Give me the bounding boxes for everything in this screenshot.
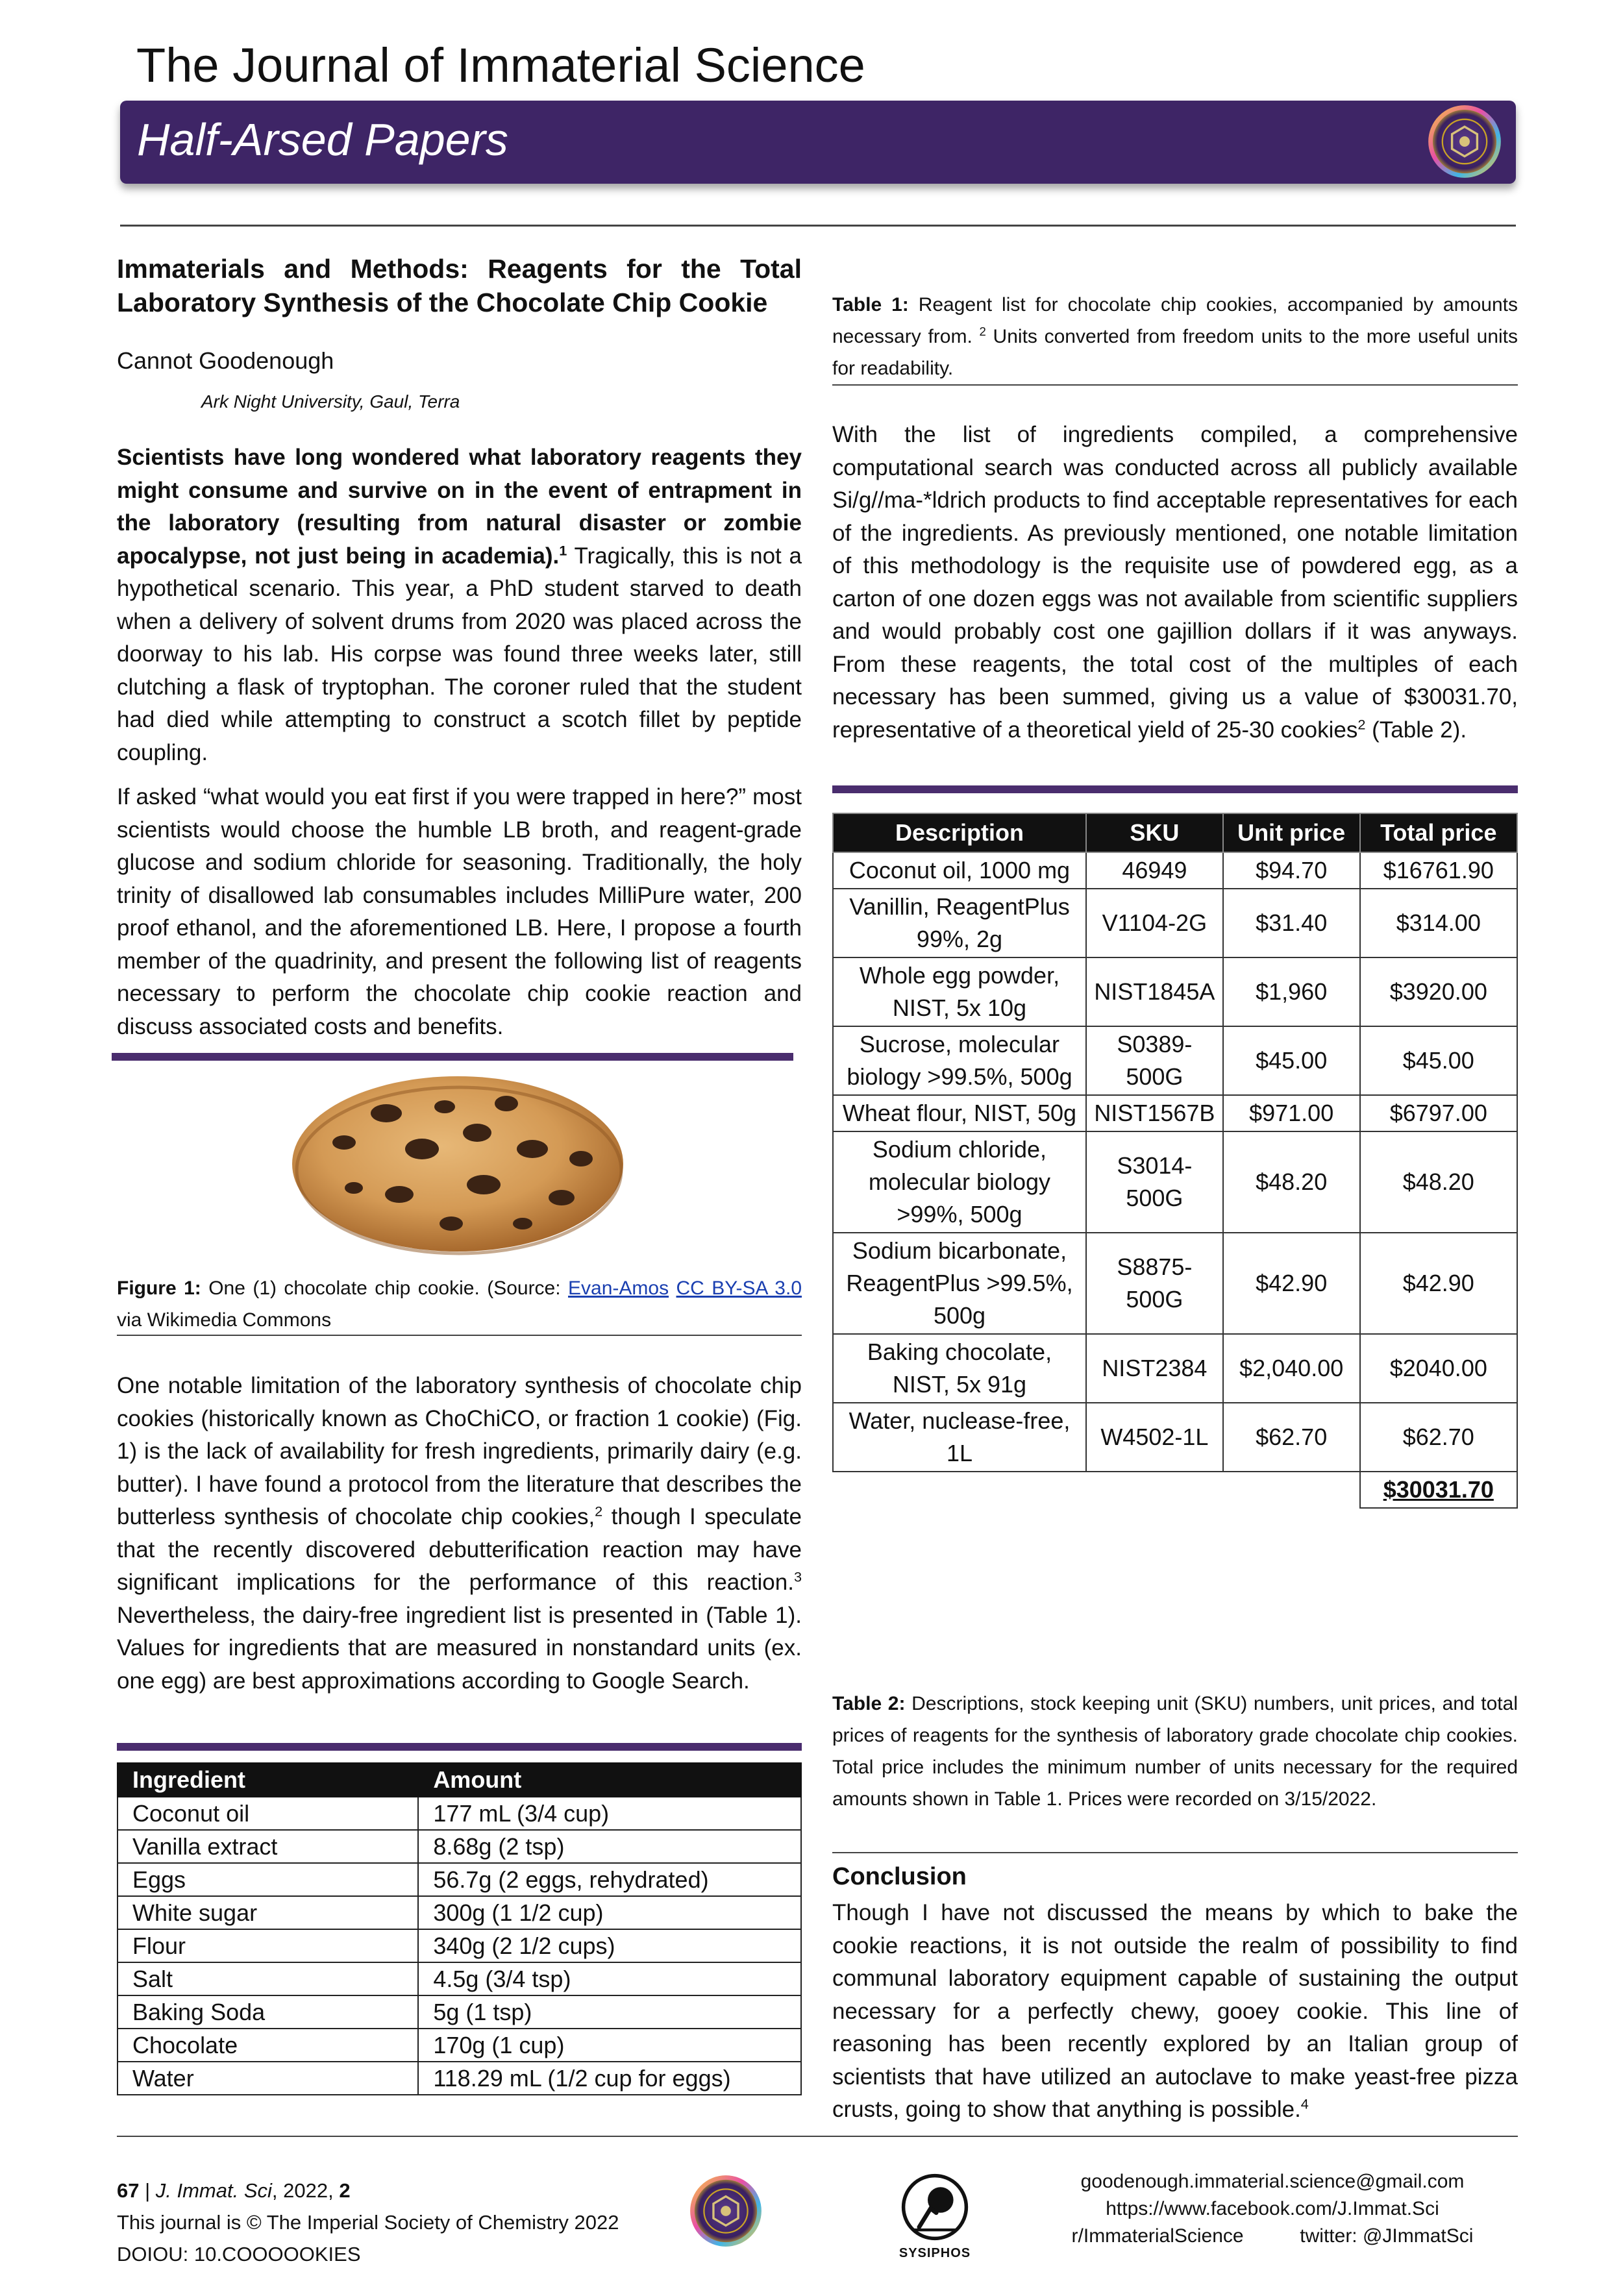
conclusion-body: Though I have not discussed the means by which to bake the cookie reactions, it is not outside the realm of possibility to find communal laboratory equipment capable of sustaining the output necessary for a perfectly chewy, gooey cookie. This line of reasoning has been recently explored by an Italian group of scientists that have utilized an autoclave to make yeast-free pizza crusts, going to show that anything is possible. bbox=[832, 1900, 1518, 2122]
ref-1: 1 bbox=[559, 541, 567, 558]
ref-4: 4 bbox=[1300, 2095, 1309, 2112]
sku-cell: S0389-500G bbox=[1086, 1026, 1223, 1095]
table-row bbox=[833, 889, 1517, 957]
volume: 2 bbox=[339, 2179, 351, 2202]
ref-2: 2 bbox=[595, 1503, 603, 1520]
figure-rule bbox=[117, 1335, 802, 1336]
total-price-cell: $3920.00 bbox=[1360, 957, 1517, 1026]
table-header-row bbox=[833, 813, 1517, 852]
total-price-cell: $62.70 bbox=[1360, 1403, 1517, 1472]
ref-3: 3 bbox=[793, 1568, 802, 1585]
table-1-caption bbox=[832, 289, 1518, 384]
table-row bbox=[118, 1830, 801, 1863]
ingredient-cell: Water bbox=[118, 2062, 418, 2095]
table-row bbox=[118, 2029, 801, 2062]
contact-facebook[interactable]: https://www.facebook.com/J.Immat.Sci bbox=[1106, 2198, 1439, 2219]
empty-cell bbox=[1223, 1472, 1360, 1508]
table-row bbox=[118, 1929, 801, 1962]
page-citation: 67 | J. Immat. Sci, 2022, 2 bbox=[117, 2179, 351, 2202]
journal-name: The Journal of Immaterial Science bbox=[136, 38, 865, 92]
banner-title: Half-Arsed Papers bbox=[137, 114, 508, 165]
conclusion-heading: Conclusion bbox=[832, 1863, 967, 1890]
table-row bbox=[833, 1026, 1517, 1095]
abstract bbox=[117, 441, 802, 769]
amount-cell: 170g (1 cup) bbox=[418, 2029, 801, 2062]
description-cell: Sodium bicarbonate, ReagentPlus >99.5%, 500g bbox=[833, 1233, 1086, 1334]
journal-seal-icon bbox=[1428, 105, 1502, 179]
description-cell: Water, nuclease-free, 1L bbox=[833, 1403, 1086, 1472]
unit-price-cell: $45.00 bbox=[1223, 1026, 1360, 1095]
table-row bbox=[833, 852, 1517, 889]
unit-price-cell: $1,960 bbox=[1223, 957, 1360, 1026]
description-cell: Sodium chloride, molecular biology >99%, 500g bbox=[833, 1131, 1086, 1233]
left-body-top bbox=[117, 441, 802, 1055]
sku-cell: NIST1567B bbox=[1086, 1095, 1223, 1131]
column-header: Ingredient bbox=[118, 1763, 418, 1797]
link-evan-amos[interactable]: Evan-Amos bbox=[568, 1278, 669, 1299]
author-name: Cannot Goodenough bbox=[117, 347, 334, 374]
ingredient-table bbox=[117, 1762, 802, 2095]
table-1-caption-a: Reagent list for chocolate chip cookies, accompanied by amounts necessary from. bbox=[832, 294, 1518, 347]
sku-cell: S8875-500G bbox=[1086, 1233, 1223, 1334]
amount-cell: 300g (1 1/2 cup) bbox=[418, 1896, 801, 1929]
table-2-caption-text: Descriptions, stock keeping unit (SKU) numbers, unit prices, and total prices of reagents for the synthesis of laboratory grade chocolate chip cookies. Total price includes the minimum number of units necessary for the required amounts shown in Table 1. Prices were recorded on 3/15/2022. bbox=[832, 1693, 1518, 1810]
column-header: SKU bbox=[1086, 813, 1223, 852]
amount-cell: 5g (1 tsp) bbox=[418, 1995, 801, 2029]
ingredient-cell: Baking Soda bbox=[118, 1995, 418, 2029]
amount-cell: 8.68g (2 tsp) bbox=[418, 1830, 801, 1863]
right-body-top bbox=[832, 419, 1518, 758]
table-row bbox=[833, 1095, 1517, 1131]
ref-2: 2 bbox=[979, 325, 986, 338]
reagent-cost-table bbox=[832, 813, 1518, 1509]
table-row bbox=[118, 1995, 801, 2029]
column-header: Description bbox=[833, 813, 1086, 852]
contact-reddit[interactable]: r/ImmaterialScience bbox=[1071, 2225, 1244, 2247]
table-row bbox=[833, 1233, 1517, 1334]
column-header: Unit price bbox=[1223, 813, 1360, 852]
sku-cell: NIST1845A bbox=[1086, 957, 1223, 1026]
table-1-caption-b: Units converted from freedom units to the more useful units for readability. bbox=[832, 326, 1518, 379]
total-price-cell: $42.90 bbox=[1360, 1233, 1517, 1334]
page-number: 67 bbox=[117, 2179, 140, 2202]
paragraph-4 bbox=[832, 419, 1518, 747]
figure-1-caption bbox=[117, 1272, 802, 1336]
conclusion bbox=[832, 1897, 1518, 2138]
contact-twitter[interactable]: twitter: @JImmatSci bbox=[1300, 2225, 1474, 2247]
chocolate-chip-cookie-image bbox=[289, 1074, 626, 1259]
para3-b: though I speculate that the recently discovered debutterification reaction may have significant implications for the performance of this reaction. bbox=[117, 1504, 802, 1595]
journal-abbrev: J. Immat. Sci bbox=[155, 2179, 272, 2202]
contact-email[interactable]: goodenough.immaterial.science@gmail.com bbox=[1080, 2171, 1465, 2192]
total-price-cell: $314.00 bbox=[1360, 889, 1517, 957]
caption-rule-2 bbox=[832, 1852, 1518, 1853]
year: , 2022, bbox=[271, 2179, 340, 2202]
unit-price-cell: $31.40 bbox=[1223, 889, 1360, 957]
footer-contacts bbox=[1026, 2168, 1519, 2250]
description-cell: Wheat flour, NIST, 50g bbox=[833, 1095, 1086, 1131]
divider-bar-3 bbox=[832, 785, 1518, 793]
grand-total: $30031.70 bbox=[1360, 1472, 1517, 1508]
figure-1-label: Figure 1: bbox=[117, 1278, 201, 1299]
table-row bbox=[118, 2062, 801, 2095]
ingredient-cell: Flour bbox=[118, 1929, 418, 1962]
para4-b: (Table 2). bbox=[1365, 717, 1467, 743]
table-1-label: Table 1: bbox=[832, 294, 909, 315]
unit-price-cell: $62.70 bbox=[1223, 1403, 1360, 1472]
table-row bbox=[118, 1896, 801, 1929]
doi: DOIOU: 10.COOOOOKIES bbox=[117, 2243, 361, 2265]
banner bbox=[120, 101, 1516, 184]
caption-rule bbox=[832, 384, 1518, 386]
sku-cell: NIST2384 bbox=[1086, 1334, 1223, 1403]
sku-cell: 46949 bbox=[1086, 852, 1223, 889]
ingredient-cell: Salt bbox=[118, 1962, 418, 1995]
sysiphos-icon bbox=[899, 2171, 971, 2243]
column-header: Total price bbox=[1360, 813, 1517, 852]
description-cell: Baking chocolate, NIST, 5x 91g bbox=[833, 1334, 1086, 1403]
amount-cell: 56.7g (2 eggs, rehydrated) bbox=[418, 1863, 801, 1896]
divider-bar bbox=[112, 1053, 793, 1061]
figure-1-tail: via Wikimedia Commons bbox=[117, 1309, 332, 1331]
divider-bar-2 bbox=[117, 1743, 802, 1751]
link-cc-by-sa[interactable]: CC BY-SA 3.0 bbox=[676, 1278, 802, 1299]
para3-c: Nevertheless, the dairy-free ingredient list is presented in (Table 1). Values for ingredients that are measured in nonstandard units (ex. one egg) are best approximations according to Google Search. bbox=[117, 1602, 802, 1694]
ingredient-cell: Vanilla extract bbox=[118, 1830, 418, 1863]
total-price-cell: $2040.00 bbox=[1360, 1334, 1517, 1403]
copyright: This journal is © The Imperial Society of Chemistry 2022 bbox=[117, 2211, 619, 2234]
empty-cell bbox=[833, 1472, 1086, 1508]
table-row bbox=[833, 1403, 1517, 1472]
unit-price-cell: $48.20 bbox=[1223, 1131, 1360, 1233]
column-header: Amount bbox=[418, 1763, 801, 1797]
total-price-cell: $16761.90 bbox=[1360, 852, 1517, 889]
footer-rule bbox=[117, 2136, 1518, 2137]
ingredient-cell: Eggs bbox=[118, 1863, 418, 1896]
table-row bbox=[118, 1797, 801, 1830]
author-affiliation: Ark Night University, Gaul, Terra bbox=[201, 391, 460, 412]
table-row bbox=[118, 1863, 801, 1896]
ref-2: 2 bbox=[1357, 715, 1366, 732]
sysiphos-logo bbox=[889, 2171, 980, 2269]
unit-price-cell: $2,040.00 bbox=[1223, 1334, 1360, 1403]
table-row bbox=[118, 1962, 801, 1995]
left-body-bottom bbox=[117, 1370, 802, 1709]
paragraph-3 bbox=[117, 1370, 802, 1697]
amount-cell: 4.5g (3/4 tsp) bbox=[418, 1962, 801, 1995]
header-rule bbox=[120, 225, 1516, 227]
unit-price-cell: $42.90 bbox=[1223, 1233, 1360, 1334]
total-row bbox=[833, 1472, 1517, 1508]
amount-cell: 177 mL (3/4 cup) bbox=[418, 1797, 801, 1830]
table-2-label: Table 2: bbox=[832, 1693, 906, 1714]
unit-price-cell: $971.00 bbox=[1223, 1095, 1360, 1131]
publisher-name: SYSIPHOS bbox=[898, 2246, 971, 2260]
footer-left bbox=[117, 2175, 619, 2270]
table-row bbox=[833, 1131, 1517, 1233]
para3-a: One notable limitation of the laboratory synthesis of chocolate chip cookies (historically known as ChoChiCO, or fraction 1 cookie) (Fig. 1) is the lack of availability for fresh ingredients, primarily dairy (e.g. butter). I have found a protocol from the literature that describes the butterless synthesis of chocolate chip cookies, bbox=[117, 1373, 802, 1529]
figure-1-text: One (1) chocolate chip cookie. (Source: bbox=[201, 1278, 569, 1299]
table-row bbox=[833, 1334, 1517, 1403]
unit-price-cell: $94.70 bbox=[1223, 852, 1360, 889]
abstract-bold: Scientists have long wondered what laboratory reagents they might consume and survive on in the event of entrapment in the laboratory (resulting from natural disaster or zombie apocalypse, not just being in academia). bbox=[117, 445, 802, 569]
abstract-rest: Tragically, this is not a hypothetical scenario. This year, a PhD student starved to death when a delivery of solvent drums from 2020 was placed across the doorway to his lab. His corpse was found three weeks later, still clutching a flask of tryptophan. The coroner ruled that the student had died while attempting to construct a scotch fillet by peptide coupling. bbox=[117, 543, 802, 765]
sku-cell: S3014-500G bbox=[1086, 1131, 1223, 1233]
total-price-cell: $48.20 bbox=[1360, 1131, 1517, 1233]
conclusion-text bbox=[832, 1897, 1518, 2127]
journal-seal-icon bbox=[689, 2175, 762, 2247]
table-2-caption bbox=[832, 1688, 1518, 1815]
description-cell: Coconut oil, 1000 mg bbox=[833, 852, 1086, 889]
para4-a: With the list of ingredients compiled, a comprehensive computational search was conducted across all publicly available Si/g//ma-*ldrich products to find acceptable representatives for each of the ingredients. As previously mentioned, one notable limitation of this methodology is the requisite use of powdered egg, as a carton of one dozen eggs was not available from scientific suppliers and would probably cost one gajillion dollars if it was anyways. From these reagents, the total cost of the multiples of each necessary has been summed, giving us a value of $30031.70, representative of a theoretical yield of 25-30 cookies bbox=[832, 422, 1518, 743]
amount-cell: 118.29 mL (1/2 cup for eggs) bbox=[418, 2062, 801, 2095]
sku-cell: V1104-2G bbox=[1086, 889, 1223, 957]
total-price-cell: $6797.00 bbox=[1360, 1095, 1517, 1131]
paragraph-2: If asked “what would you eat first if you were trapped in here?” most scientists would choose the humble LB broth, and reagent-grade glucose and sodium chloride for seasoning. Traditionally, the holy trinity of disallowed lab consumables includes MilliPure water, 200 proof ethanol, and the aforementioned LB. Here, I propose a fourth member of the quadrinity, and present the following list of reagents necessary to perform the chocolate chip cookie reaction and discuss associated costs and benefits. bbox=[117, 784, 802, 1039]
table-header-row bbox=[118, 1763, 801, 1797]
amount-cell: 340g (2 1/2 cups) bbox=[418, 1929, 801, 1962]
ingredient-cell: White sugar bbox=[118, 1896, 418, 1929]
empty-cell bbox=[1086, 1472, 1223, 1508]
description-cell: Whole egg powder, NIST, 5x 10g bbox=[833, 957, 1086, 1026]
article-title: Immaterials and Methods: Reagents for the Total Laboratory Synthesis of the Chocolate Chip Cookie bbox=[117, 254, 802, 317]
sku-cell: W4502-1L bbox=[1086, 1403, 1223, 1472]
description-cell: Vanillin, ReagentPlus 99%, 2g bbox=[833, 889, 1086, 957]
contact-social-row bbox=[1026, 2223, 1519, 2250]
description-cell: Sucrose, molecular biology >99.5%, 500g bbox=[833, 1026, 1086, 1095]
ingredient-cell: Chocolate bbox=[118, 2029, 418, 2062]
total-price-cell: $45.00 bbox=[1360, 1026, 1517, 1095]
ingredient-cell: Coconut oil bbox=[118, 1797, 418, 1830]
table-row bbox=[833, 957, 1517, 1026]
